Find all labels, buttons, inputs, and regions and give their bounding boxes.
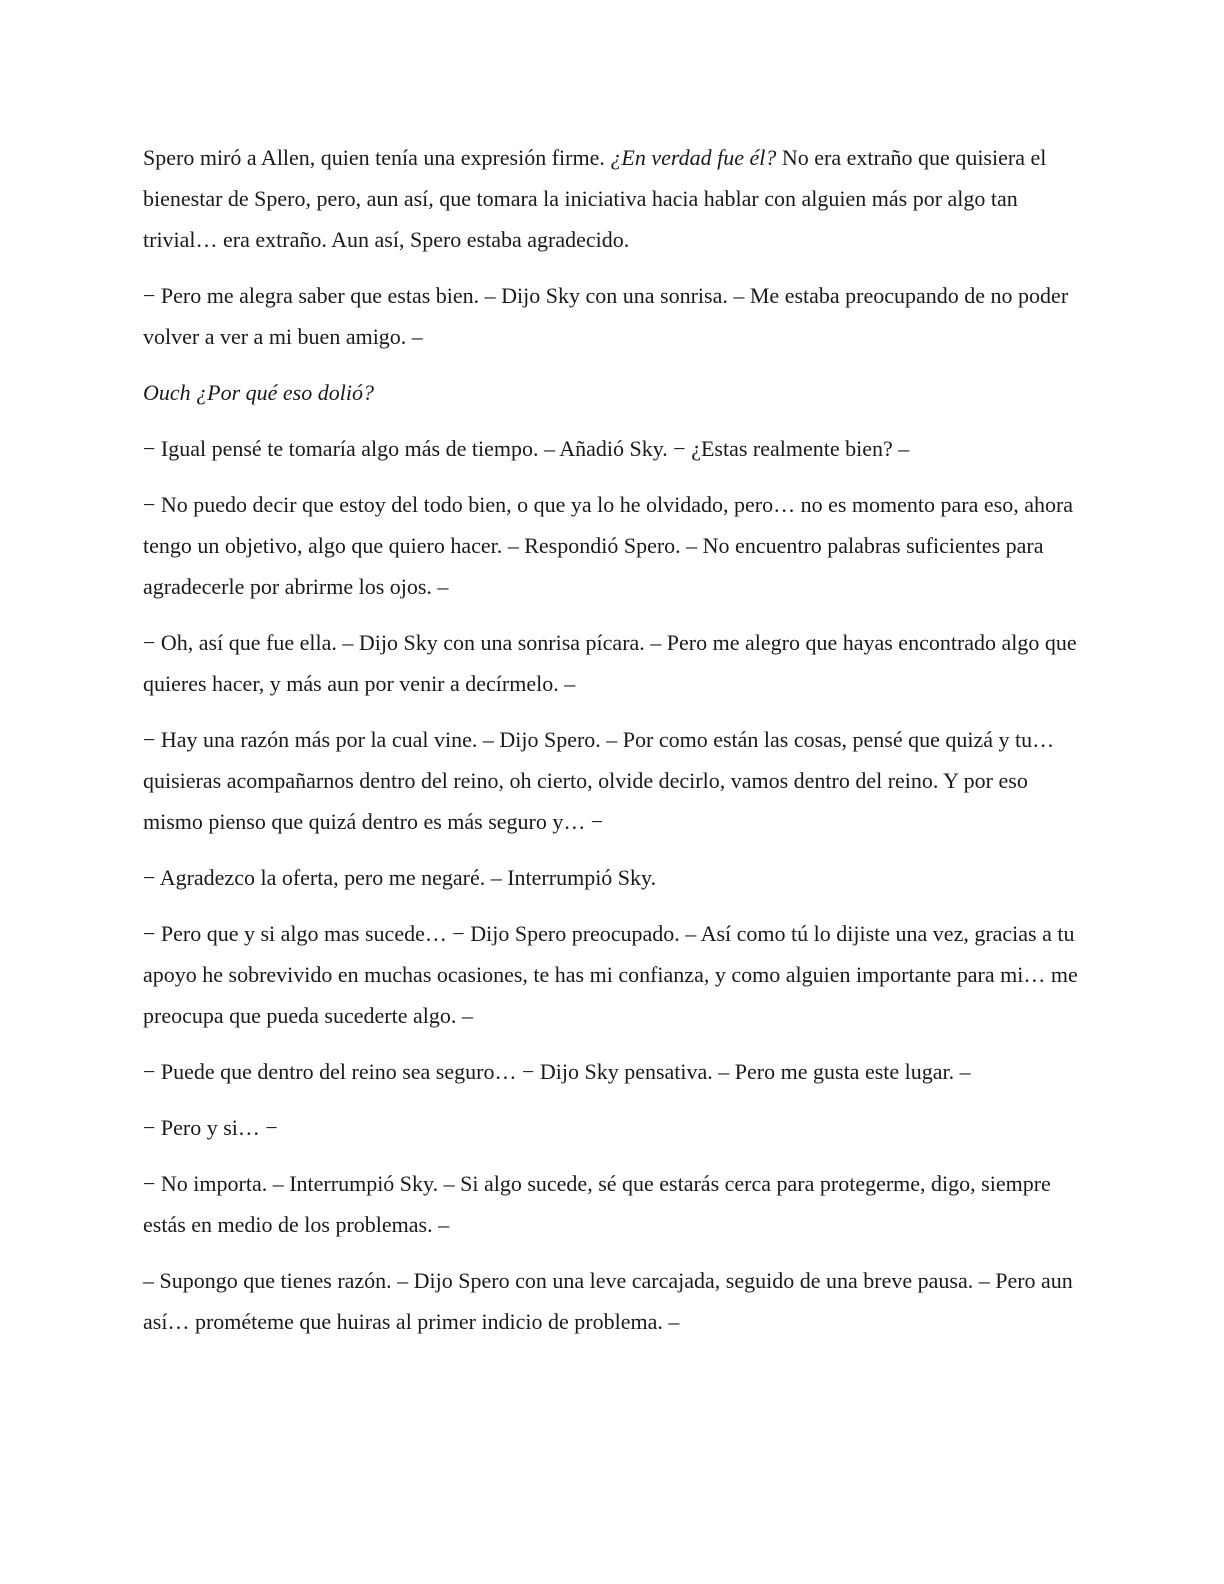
paragraph (143, 1163, 1083, 1245)
paragraph (143, 719, 1083, 842)
italic-text-segment: Ouch ¿Por qué eso dolió? (143, 380, 374, 405)
paragraph (143, 857, 1083, 898)
paragraph (143, 484, 1083, 607)
text-segment: – Supongo que tienes razón. – Dijo Spero con una leve carcajada, seguido de una breve pausa. – Pero aun así… prométeme que huiras al primer indicio de problema. – (143, 1268, 1073, 1334)
text-segment: − Hay una razón más por la cual vine. – Dijo Spero. – Por como están las cosas, pensé que quizá y tu… quisieras acompañarnos dentro del reino, oh cierto, olvide decirlo, vamos dentro del reino. Y por eso mismo pienso que quizá dentro es más seguro y… − (143, 727, 1055, 834)
paragraph (143, 275, 1083, 357)
text-segment: − Pero me alegra saber que estas bien. – Dijo Sky con una sonrisa. – Me estaba preocupando de no poder volver a ver a mi buen amigo. – (143, 283, 1069, 349)
document-body (143, 137, 1083, 1357)
text-segment: − No puedo decir que estoy del todo bien, o que ya lo he olvidado, pero… no es momento para eso, ahora tengo un objetivo, algo que quiero hacer. – Respondió Spero. – No encuentro palabras suficientes para agradecerle por abrirme los ojos. – (143, 492, 1074, 599)
text-segment: − Pero y si… − (143, 1115, 278, 1140)
text-segment: − Pero que y si algo mas sucede… − Dijo Spero preocupado. – Así como tú lo dijiste una vez, gracias a tu apoyo he sobrevivido en muchas ocasiones, te has mi confianza, y como alguien importante para mi… me preocupa que pueda sucederte algo. – (143, 921, 1078, 1028)
paragraph (143, 428, 1083, 469)
text-segment: Spero miró a Allen, quien tenía una expresión firme. (143, 145, 611, 170)
paragraph (143, 913, 1083, 1036)
paragraph (143, 622, 1083, 704)
paragraph (143, 1260, 1083, 1342)
text-segment: − Agradezco la oferta, pero me negaré. – Interrumpió Sky. (143, 865, 657, 890)
text-segment: − No importa. – Interrumpió Sky. – Si algo sucede, sé que estarás cerca para protegerme, digo, siempre estás en medio de los problemas. – (143, 1171, 1051, 1237)
text-segment: − Oh, así que fue ella. – Dijo Sky con una sonrisa pícara. – Pero me alegro que hayas encontrado algo que quieres hacer, y más aun por venir a decírmelo. – (143, 630, 1077, 696)
text-segment: No era extraño que quisiera el bienestar de Spero, pero, aun así, que tomara la iniciativa hacia hablar con alguien más por algo tan trivial… era extraño. Aun así, Spero estaba agradecido. (143, 145, 1047, 252)
paragraph (143, 372, 1083, 413)
paragraph (143, 1107, 1083, 1148)
paragraph (143, 137, 1083, 260)
paragraph (143, 1051, 1083, 1092)
text-segment: − Igual pensé te tomaría algo más de tiempo. – Añadió Sky. − ¿Estas realmente bien? – (143, 436, 910, 461)
italic-text-segment: ¿En verdad fue él? (610, 145, 777, 170)
text-segment: − Puede que dentro del reino sea seguro… − Dijo Sky pensativa. – Pero me gusta este lugar. – (143, 1059, 971, 1084)
